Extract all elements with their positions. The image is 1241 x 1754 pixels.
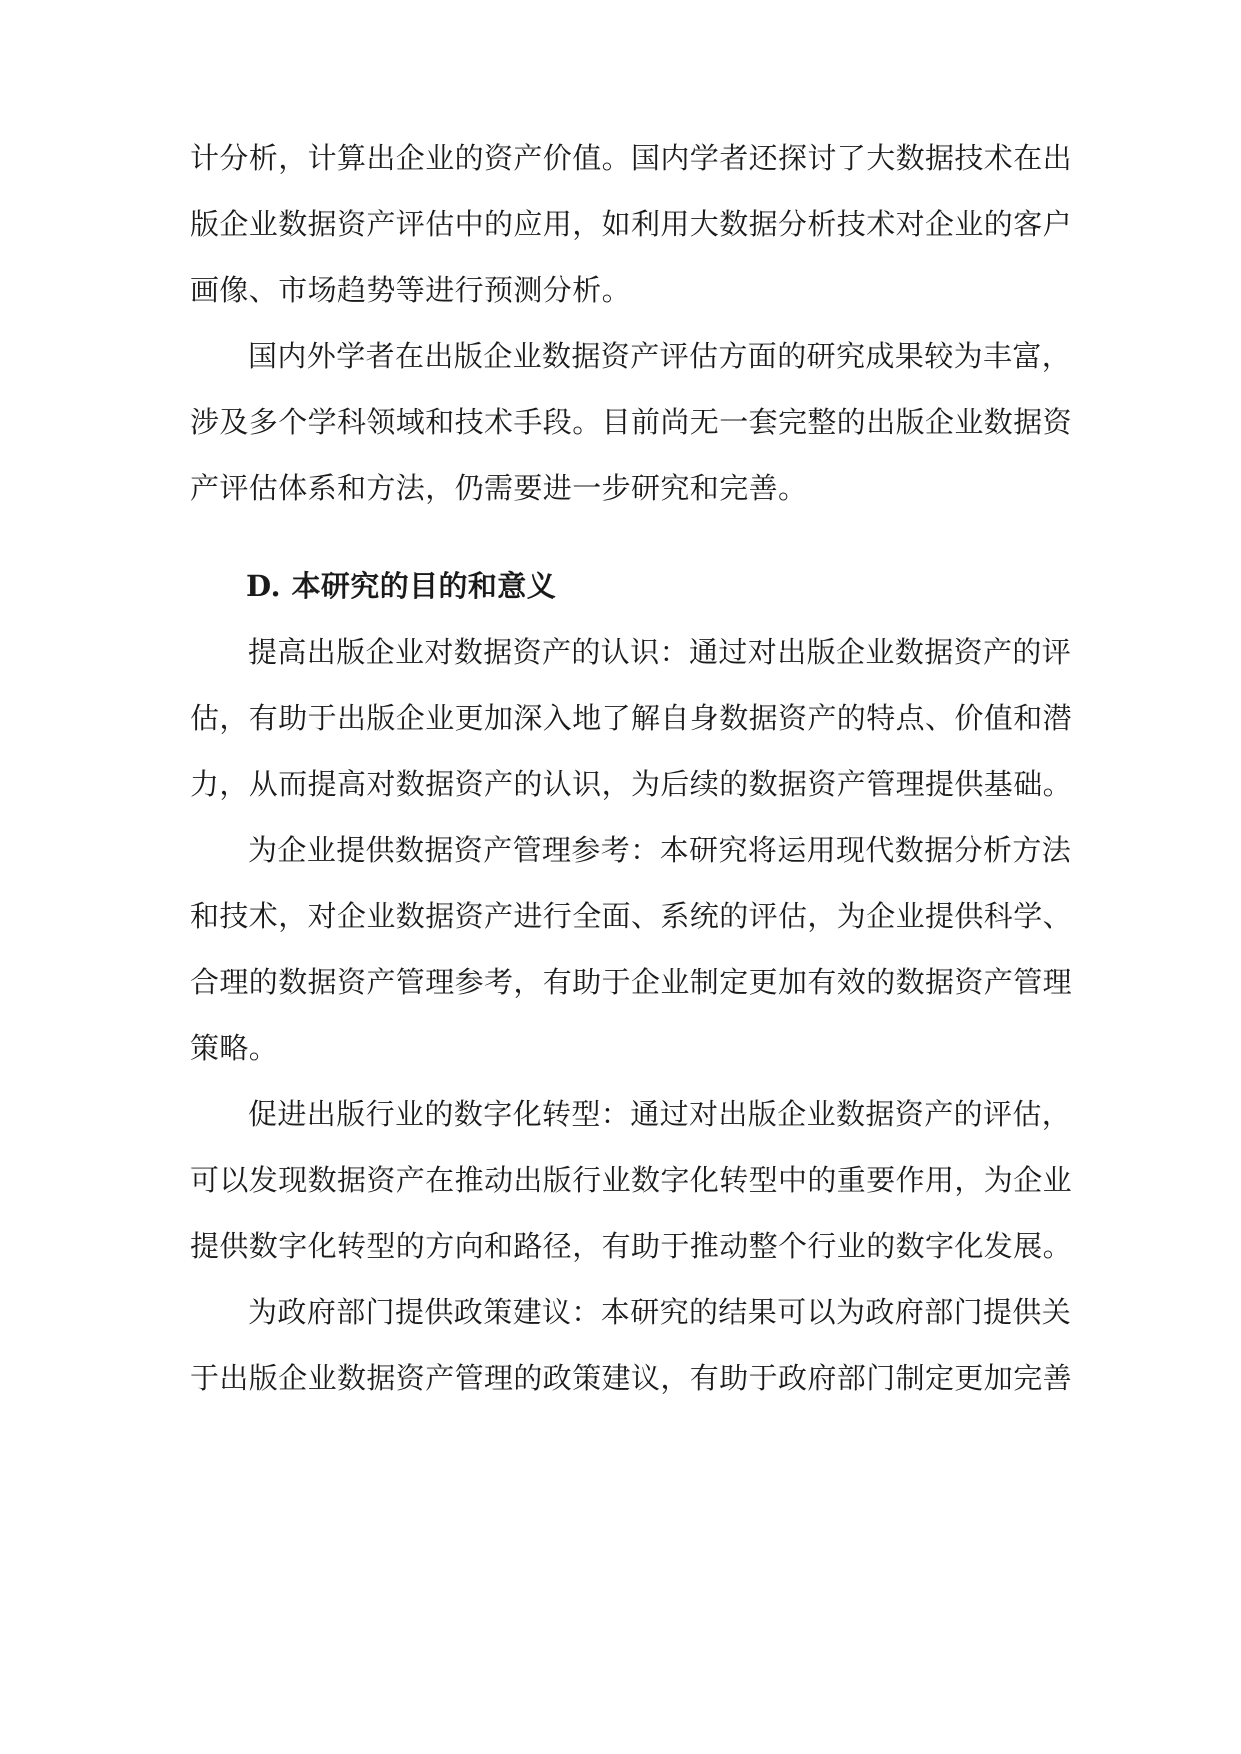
paragraph-line: 为企业提供数据资产管理参考：本研究将运用现代数据分析方法 <box>248 833 1072 867</box>
paragraph-line: 涉及多个学科领域和技术手段。目前尚无一套完整的出版企业数据资 <box>190 405 1073 439</box>
paragraph-line: 提高出版企业对数据资产的认识：通过对出版企业数据资产的评 <box>248 635 1072 669</box>
paragraph-line: 为政府部门提供政策建议：本研究的结果可以为政府部门提供关 <box>248 1295 1072 1329</box>
paragraph-line: 国内外学者在出版企业数据资产评估方面的研究成果较为丰富， <box>248 339 1072 373</box>
paragraph-line: 版企业数据资产评估中的应用，如利用大数据分析技术对企业的客户 <box>190 207 1073 241</box>
paragraph-line: 和技术，对企业数据资产进行全面、系统的评估，为企业提供科学、 <box>190 899 1073 933</box>
paragraph-line: 于出版企业数据资产管理的政策建议，有助于政府部门制定更加完善 <box>190 1361 1073 1395</box>
paragraph-line: 促进出版行业的数字化转型：通过对出版企业数据资产的评估， <box>248 1097 1072 1131</box>
paragraph-line: 提供数字化转型的方向和路径，有助于推动整个行业的数字化发展。 <box>190 1229 1073 1263</box>
paragraph-line: 产评估体系和方法，仍需要进一步研究和完善。 <box>190 471 808 505</box>
paragraph-line: 合理的数据资产管理参考，有助于企业制定更加有效的数据资产管理 <box>190 965 1073 999</box>
paragraph-line: 计分析，计算出企业的资产价值。国内学者还探讨了大数据技术在出 <box>190 141 1073 175</box>
paragraph-line: 力，从而提高对数据资产的认识，为后续的数据资产管理提供基础。 <box>190 767 1073 801</box>
section-heading: D. 本研究的目的和意义 <box>246 569 557 603</box>
paragraph-line: 可以发现数据资产在推动出版行业数字化转型中的重要作用，为企业 <box>190 1163 1073 1197</box>
paragraph-line: 估，有助于出版企业更加深入地了解自身数据资产的特点、价值和潜 <box>190 701 1073 735</box>
paragraph-line: 画像、市场趋势等进行预测分析。 <box>190 273 632 307</box>
paragraph-line: 策略。 <box>190 1031 279 1065</box>
